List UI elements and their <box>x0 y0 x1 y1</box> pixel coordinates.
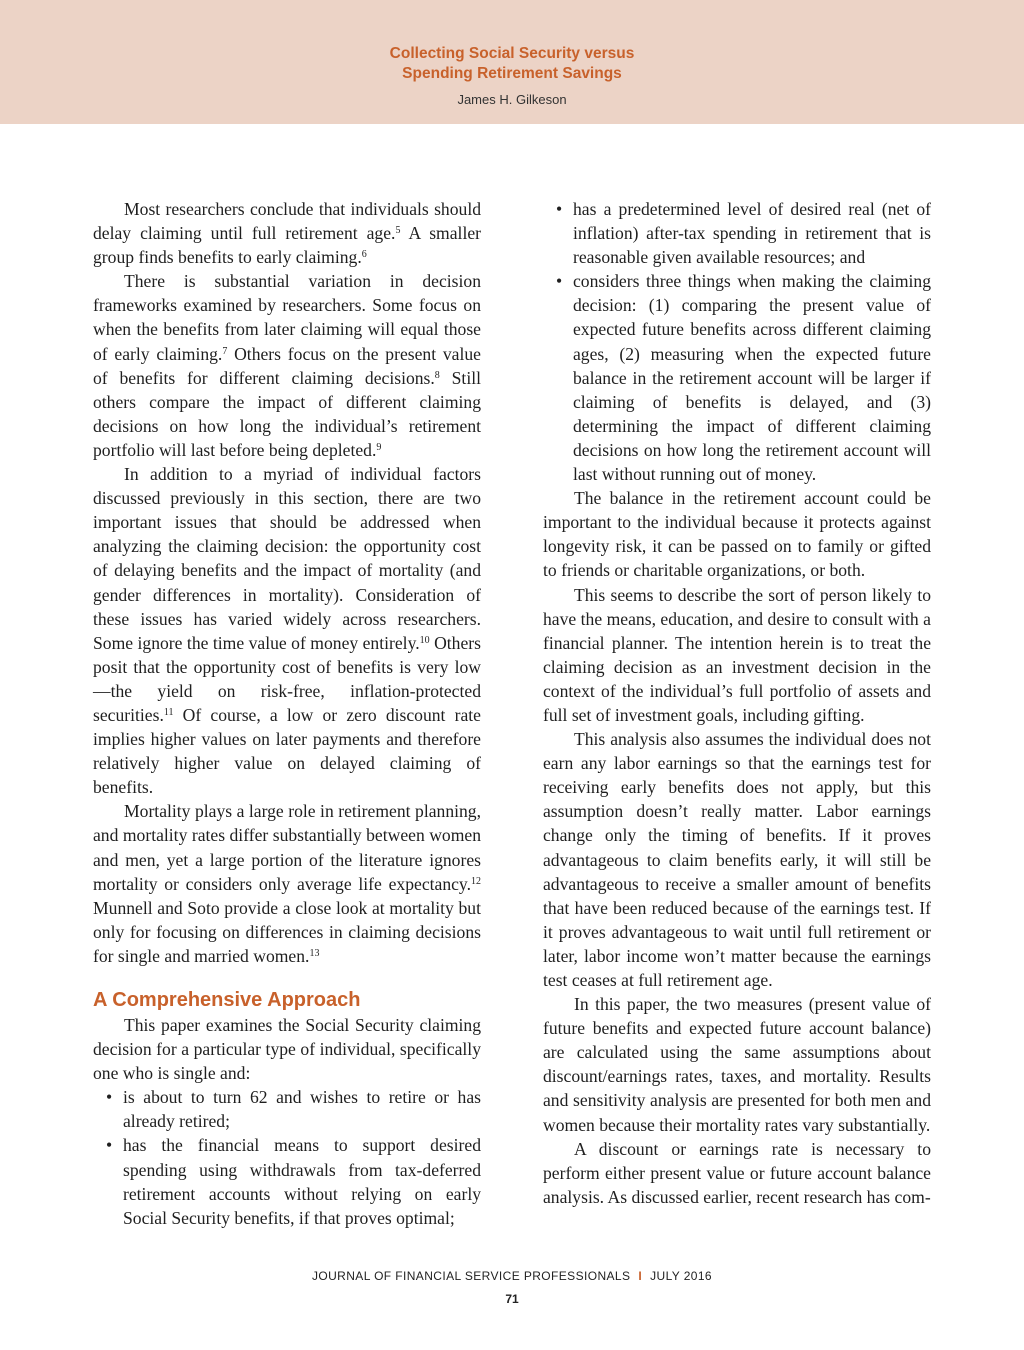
list-item: • has a predetermined level of desired real (net of inflation) after-tax spending in retirement that is reasonable given available resources; and <box>556 199 931 268</box>
paragraph: This paper examines the Social Security claiming decision for a particular type of individual, specifically one who is single and: <box>93 1015 481 1084</box>
journal-name: JOURNAL OF FINANCIAL SERVICE PROFESSIONALS <box>311 1269 631 1283</box>
header-band <box>0 0 1024 124</box>
footnote-ref: 7 <box>222 345 228 357</box>
issue-date: JULY 2016 <box>650 1269 713 1283</box>
right-column <box>543 197 931 1209</box>
paragraph: In addition to a myriad of individual factors discussed previously in this section, there are two important issues that should be addressed when analyzing the claiming decision: the opportunity cost of delaying benefits and the impact of mortality (and gender differences in mortality). Consideration of these issues has varied widely across researchers. Some ignore the time value of money entirely.$^{10}$ Others posit that the opportunity cost of benefits is very low—the yield on risk-free, inflation-protected securities.$^{11}$ Of course, a low or zero discount rate implies higher values on later payments and therefore relatively higher value on delayed claiming of benefits. <box>93 464 481 798</box>
paragraph: A discount or earnings rate is necessary to perform either present value or future account balance analysis. As discussed earlier, recent research has com- <box>543 1138 931 1207</box>
footnote-ref: 13 <box>309 947 320 959</box>
bullet-list <box>93 1085 481 1230</box>
paragraph: This seems to describe the sort of person likely to have the means, education, and desire to consult with a financial planner. The intention herein is to treat the claiming decision as an investment decision in the context of the individual’s full portfolio of assets and full set of investment goals, including gifting. <box>543 584 931 725</box>
list-item: • is about to turn 62 and wishes to retire or has already retired; <box>106 1087 481 1132</box>
paragraph: Most researchers conclude that individuals should delay claiming until full retirement age.$^5$ A smaller group finds benefits to early claiming.$^6$ <box>93 199 481 268</box>
paragraph: In this paper, the two measures (present value of future benefits and expected future account balance) are calculated using the same assumptions about discount/earnings rates, taxes, and mortality. Results and sensitivity analysis are presented for both men and women because their mortality rates vary substantially. <box>543 994 931 1135</box>
list-item: • has the financial means to support desired spending using withdrawals from tax-deferred retirement accounts without relying on early Social Security benefits, if that proves optimal; <box>106 1135 481 1228</box>
footnote-ref: 5 <box>395 225 401 237</box>
bullet-list <box>543 197 931 486</box>
footnote-ref: 6 <box>361 249 367 261</box>
bullet-icon: • <box>556 271 563 292</box>
list-item: • considers three things when making the claiming decision: (1) comparing the present value of expected future benefits across different claiming ages, (2) measuring when the expected future balance in the retirement account will be larger if claiming of benefits is delayed, and (3) determining the impact of different claiming decisions on how long the retirement account will last without running out of money. <box>556 271 931 485</box>
paragraph: Mortality plays a large role in retirement planning, and mortality rates differ substantially between women and men, yet a large portion of the literature ignores mortality or considers only average life expectancy.$^{12}$ Munnell and Soto provide a close look at mortality but only for focusing on differences in claiming decisions for single and married women.$^{13}$ <box>93 801 481 966</box>
bullet-icon: • <box>106 1087 113 1108</box>
footer-separator: I <box>638 1269 643 1283</box>
page-number: 71 <box>505 1292 519 1306</box>
article-title <box>0 44 1024 84</box>
footnote-ref: 12 <box>471 875 481 887</box>
article-title-line-2: Spending Retirement Savings <box>402 65 622 82</box>
footnote-ref: 9 <box>376 441 382 453</box>
paragraph: The balance in the retirement account could be important to the individual because it protects against longevity risk, it can be passed on to family or gifted to friends or charitable organizations, or both. <box>543 488 931 581</box>
article-title-line-1: Collecting Social Security versus <box>389 45 635 62</box>
bullet-icon: • <box>106 1135 113 1156</box>
author-name: James H. Gilkeson <box>457 92 567 107</box>
footer-journal-line <box>0 1269 1024 1283</box>
bullet-icon: • <box>556 199 563 219</box>
paragraph: This analysis also assumes the individual does not earn any labor earnings so that the earnings test for receiving early benefits does not apply, but this assumption doesn’t really matter. Labor earnings change only the timing of benefits. If it proves advantageous to claim benefits early, it will still be advantageous to receive a smaller amount of benefits that have been reduced because of the earnings test. If it proves advantageous to wait until full retirement or later, labor income won’t matter because the earnings test ceases at full retirement age. <box>543 729 931 990</box>
paragraph: There is substantial variation in decision frameworks examined by researchers. Some focus on when the benefits from later claiming will equal those of early claiming.$^7$ Others focus on the present value of benefits for different claiming decisions.$^8$ Still others compare the impact of different claiming decisions on how long the individual’s retirement portfolio will last before being depleted.$^9$ <box>93 271 481 460</box>
footnote-ref: 8 <box>434 369 440 381</box>
footnote-ref: 11 <box>163 706 174 718</box>
left-column <box>93 197 481 1230</box>
footnote-ref: 10 <box>419 634 430 646</box>
section-heading: A Comprehensive Approach <box>93 989 361 1011</box>
